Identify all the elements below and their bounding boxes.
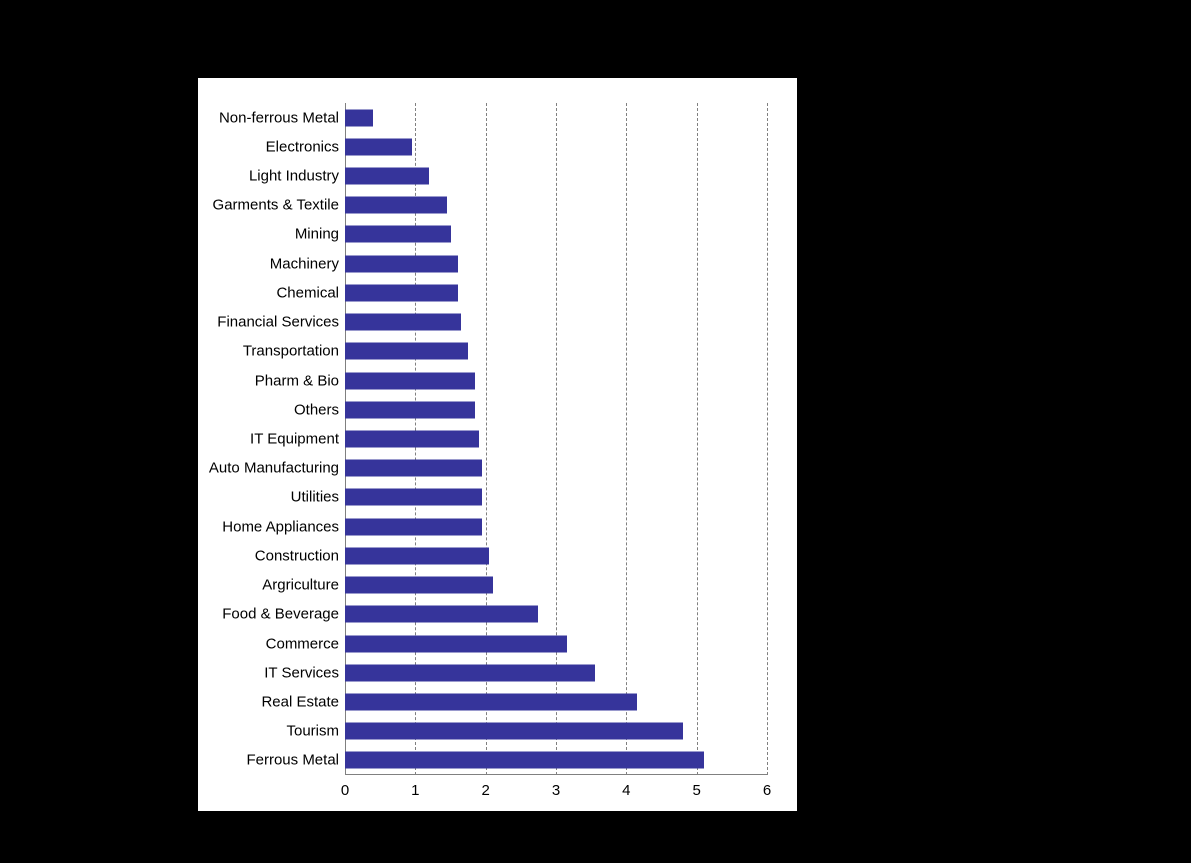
bar bbox=[345, 314, 461, 331]
category-label: Chemical bbox=[276, 284, 339, 302]
x-tick-label: 5 bbox=[692, 782, 701, 799]
chart-row bbox=[264, 658, 767, 687]
bar bbox=[345, 284, 458, 301]
category-label: IT Services bbox=[264, 664, 339, 682]
chart-row bbox=[293, 395, 767, 424]
chart-row bbox=[265, 629, 767, 658]
chart-row bbox=[218, 103, 767, 132]
chart-panel bbox=[198, 78, 797, 811]
category-label: Machinery bbox=[269, 255, 339, 273]
bar bbox=[345, 138, 412, 155]
gridline-x-6 bbox=[767, 103, 768, 775]
bar bbox=[345, 577, 493, 594]
chart-row bbox=[250, 424, 767, 453]
chart-row bbox=[269, 249, 767, 278]
category-label: Home Appliances bbox=[222, 518, 339, 536]
chart-row bbox=[248, 161, 767, 190]
x-tick-label: 3 bbox=[551, 782, 561, 799]
bar bbox=[345, 168, 429, 185]
chart-row bbox=[290, 483, 767, 512]
category-label: Financial Services bbox=[217, 313, 339, 331]
chart-row bbox=[217, 308, 767, 337]
chart-row bbox=[242, 337, 767, 366]
bar bbox=[345, 606, 538, 623]
category-label: Utilities bbox=[290, 488, 339, 506]
chart-row bbox=[276, 278, 767, 307]
category-label: Others bbox=[293, 401, 339, 419]
bar bbox=[345, 664, 595, 681]
bar bbox=[345, 372, 475, 389]
chart-row bbox=[222, 600, 767, 629]
category-label: Garments & Textile bbox=[212, 196, 339, 214]
bar bbox=[345, 693, 637, 710]
category-label: Real Estate bbox=[261, 693, 339, 711]
bar bbox=[345, 430, 479, 447]
category-label: Electronics bbox=[265, 138, 339, 156]
category-label: Tourism bbox=[286, 722, 339, 740]
chart-row bbox=[265, 132, 767, 161]
x-tick-label: 4 bbox=[622, 782, 631, 799]
category-label: Pharm & Bio bbox=[254, 372, 339, 390]
category-label: IT Equipment bbox=[250, 430, 339, 448]
bar bbox=[345, 255, 458, 272]
chart-row bbox=[222, 512, 767, 541]
chart-row bbox=[262, 570, 767, 599]
chart-row bbox=[294, 220, 767, 249]
bar bbox=[345, 226, 451, 243]
plot-area bbox=[208, 103, 767, 775]
bar bbox=[345, 635, 567, 652]
category-label: Ferrous Metal bbox=[246, 751, 339, 769]
category-label: Non-ferrous Metal bbox=[218, 109, 339, 127]
category-label: Light Industry bbox=[248, 167, 339, 185]
chart-row bbox=[261, 687, 767, 716]
bar bbox=[345, 489, 482, 506]
x-tick-label: 0 bbox=[340, 782, 350, 799]
chart-row bbox=[254, 541, 767, 570]
category-label: Construction bbox=[254, 547, 339, 565]
bar bbox=[345, 343, 468, 360]
chart-row bbox=[246, 746, 767, 775]
category-label: Argriculture bbox=[262, 576, 339, 594]
bar bbox=[345, 547, 489, 564]
chart-row bbox=[212, 191, 767, 220]
bar bbox=[345, 460, 482, 477]
category-label: Mining bbox=[294, 225, 339, 243]
category-label: Transportation bbox=[242, 342, 339, 360]
bar bbox=[345, 401, 475, 418]
x-tick-label: 1 bbox=[411, 782, 420, 799]
category-label: Auto Manufacturing bbox=[208, 459, 339, 477]
bar bbox=[345, 723, 683, 740]
bar bbox=[345, 752, 704, 769]
bar bbox=[345, 518, 482, 535]
chart-row bbox=[286, 717, 767, 746]
x-tick-label: 2 bbox=[481, 782, 490, 799]
bar bbox=[345, 109, 373, 126]
chart-row bbox=[208, 454, 767, 483]
chart-row bbox=[254, 366, 767, 395]
category-label: Food & Beverage bbox=[222, 605, 339, 623]
category-label: Commerce bbox=[265, 635, 339, 652]
x-tick-label: 6 bbox=[762, 782, 772, 799]
bar bbox=[345, 197, 447, 214]
